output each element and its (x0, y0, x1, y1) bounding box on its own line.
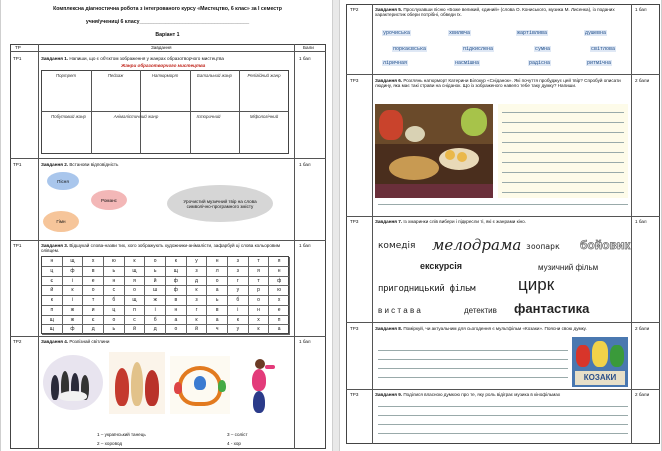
task9-text: Завдання 9. Поділися власною думкою про те, яку роль відіграє музика в кінофільмах (375, 392, 561, 397)
word-excursion[interactable]: екскурсія (420, 261, 463, 271)
letter-cell[interactable]: н (207, 257, 228, 267)
task1-points: 1 бал (299, 56, 311, 61)
task4-points: 1 бал (299, 339, 311, 344)
letter-cell[interactable]: к (125, 257, 146, 267)
task3-points: 1 бал (299, 243, 311, 248)
letter-cell[interactable]: о (145, 257, 166, 267)
characteristic-word[interactable]: хвилюча (449, 30, 471, 36)
letter-cell[interactable]: щ (63, 257, 84, 267)
photo-round-dance (170, 356, 230, 414)
genre-religious: Релігійний жанр (247, 73, 281, 78)
characteristic-word[interactable]: насмішна (455, 60, 480, 66)
answer-line[interactable] (502, 122, 624, 123)
letter-cell[interactable]: щ (125, 267, 146, 277)
document-title: Комплексна діагностична робота з інтегрованого курсу «Мистецтво, 6 клас» за І семестр (53, 6, 282, 12)
letter-cell[interactable]: к (187, 286, 208, 296)
task7-points: 1 бал (635, 219, 647, 224)
letter-cell[interactable]: с (104, 286, 125, 296)
letter-cell[interactable]: г (228, 277, 249, 287)
col-points-header: Бали (303, 45, 314, 50)
task6-text: Завдання 6. Розглянь натюрморт Катерини Білокур «Сніданок». Які почуття пробуджує цей твір? Спробуй описати людину, яка має такі страви на сніданок. Що із зображеного навело тебе таку думку? Напиши. (375, 78, 621, 89)
characteristic-word[interactable]: жартівлива (517, 30, 548, 36)
answer-line[interactable] (502, 182, 624, 183)
letter-cell[interactable]: к (249, 325, 270, 335)
answer-line[interactable] (378, 359, 568, 360)
letter-cell[interactable]: в (166, 296, 187, 306)
task2-num: ТР1 (13, 162, 22, 167)
letter-cell[interactable]: ф (166, 277, 187, 287)
letter-cell[interactable]: н (166, 306, 187, 316)
letter-cell[interactable]: з (228, 257, 249, 267)
genre-portrait: Портрет (55, 73, 77, 78)
task1-subtitle: Жанри образотворчого мистецтва (121, 63, 206, 68)
task1-text: Завдання 1. Напиши, що є об'єктом зображення у жанрах образотворчого мистецтва (41, 56, 224, 61)
letter-cell[interactable]: у (228, 286, 249, 296)
letter-cell[interactable]: ш (145, 286, 166, 296)
word-circus[interactable]: цирк (518, 275, 555, 294)
letter-cell[interactable]: ж (145, 296, 166, 306)
cloud-definition: Урочистий музичний твір на слова символічно-програмного змісту (167, 185, 273, 222)
word-detective[interactable]: детектив (464, 306, 497, 315)
letter-cell[interactable]: й (42, 286, 63, 296)
letter-cell[interactable]: ф (269, 277, 290, 287)
task5-points: 1 бал (635, 7, 647, 12)
letter-cell[interactable]: о (166, 325, 187, 335)
letter-cell[interactable]: к (187, 316, 208, 326)
letter-cell[interactable]: о (249, 296, 270, 306)
characteristic-word[interactable]: поркаєвська (393, 46, 427, 52)
genres-table (41, 70, 289, 154)
col-num-header: ТР (15, 45, 21, 50)
letter-cell[interactable]: є (83, 316, 104, 326)
letter-cell[interactable]: д (187, 277, 208, 287)
letter-cell[interactable]: я (249, 267, 270, 277)
task2-text: Завдання 2. Встанови відповідність (41, 162, 119, 167)
letter-cell[interactable]: л (207, 267, 228, 277)
answer-line[interactable] (502, 142, 624, 143)
task9-points: 2 бали (635, 392, 650, 397)
letter-cell[interactable]: ц (104, 306, 125, 316)
letter-cell[interactable]: і (228, 306, 249, 316)
answer-line[interactable] (378, 350, 568, 351)
task4-text: Завдання 4. Розпізнай світлини (41, 339, 110, 344)
task2-points: 1 бал (299, 162, 311, 167)
word-zoo[interactable]: зоопарк (526, 242, 560, 251)
letter-cell[interactable]: ф (166, 286, 187, 296)
genre-mythological: Міфологічний (249, 114, 279, 119)
answer-line[interactable] (378, 377, 568, 378)
characteristic-word[interactable]: підкислена (463, 46, 494, 52)
characteristic-word[interactable]: радісна (529, 60, 551, 66)
genre-household: Побутовий жанр (51, 114, 86, 119)
letter-cell[interactable]: й (145, 277, 166, 287)
letter-cell[interactable]: ж (63, 316, 84, 326)
task5-num: ТР2 (350, 7, 359, 12)
letter-cell[interactable]: у (228, 325, 249, 335)
letter-cell[interactable]: щ (42, 325, 63, 335)
answer-line[interactable] (378, 415, 628, 416)
letter-cell[interactable]: д (145, 325, 166, 335)
answer-line[interactable] (502, 152, 624, 153)
characteristic-word[interactable]: урочиська (383, 30, 411, 36)
letter-cell[interactable]: г (187, 306, 208, 316)
letter-cell[interactable]: о (207, 277, 228, 287)
letter-cell[interactable]: о (125, 286, 146, 296)
cloud-anthem: Гімн (43, 211, 79, 232)
letter-cell[interactable]: а (207, 316, 228, 326)
word-performance[interactable]: в и с т а в а (378, 306, 421, 315)
task8-num: ТР3 (350, 326, 359, 331)
letter-cell[interactable]: б (145, 316, 166, 326)
answer-line[interactable] (502, 132, 624, 133)
variant-label: Варіант 1 (155, 32, 180, 38)
kozaky-logo: КОЗАКИ (575, 371, 625, 385)
photo-choir (43, 355, 103, 410)
task6-points: 2 бали (635, 78, 650, 83)
letter-cell[interactable]: х (249, 316, 270, 326)
answer-line[interactable] (378, 406, 628, 407)
answer-line[interactable] (378, 368, 568, 369)
answer-line[interactable] (502, 172, 624, 173)
legend-choir: 4 - хор (227, 441, 241, 446)
letter-cell[interactable]: і (63, 296, 84, 306)
task1-num: ТР1 (13, 56, 22, 61)
letter-cell[interactable]: я (125, 277, 146, 287)
task7-text: Завдання 7. Із хмаринки слів вибери і підкресли ті, які є жанрами кіно. (375, 219, 526, 224)
task9-num: ТР3 (350, 392, 359, 397)
answer-line[interactable] (378, 433, 628, 434)
task8-points: 2 бали (635, 326, 650, 331)
letter-cell[interactable]: щ (42, 316, 63, 326)
letter-cell[interactable]: ф (63, 267, 84, 277)
letter-cell[interactable]: і (145, 306, 166, 316)
letter-cell[interactable]: к (42, 296, 63, 306)
letter-cell[interactable]: к (228, 316, 249, 326)
letter-cell[interactable]: у (187, 257, 208, 267)
letter-cell[interactable]: ь (104, 267, 125, 277)
task4-num: ТР2 (13, 339, 22, 344)
letter-cell[interactable]: н (249, 306, 270, 316)
letter-cell[interactable]: т (249, 257, 270, 267)
letter-cell[interactable]: ь (145, 267, 166, 277)
answer-line[interactable] (378, 204, 628, 205)
letter-cell[interactable]: д (83, 325, 104, 335)
task3-num: ТР1 (13, 243, 22, 248)
letter-cell[interactable]: б (104, 296, 125, 306)
letter-cell[interactable]: і (63, 277, 84, 287)
letter-cell[interactable]: т (249, 277, 270, 287)
painting-breakfast (375, 104, 493, 198)
letter-cell[interactable]: й (187, 325, 208, 335)
letter-cell[interactable]: з (187, 267, 208, 277)
answer-line[interactable] (502, 192, 624, 193)
task6-num: ТР3 (350, 78, 359, 83)
characteristic-word[interactable]: ритмічна (587, 60, 612, 66)
letter-cell[interactable]: р (249, 286, 270, 296)
legend-round-dance: 2 – хоровод (97, 441, 123, 446)
characteristic-word[interactable]: ліричная (383, 60, 408, 66)
letter-cell[interactable]: а (207, 286, 228, 296)
letter-cell[interactable]: ц (42, 267, 63, 277)
letter-cell[interactable]: ю (269, 286, 290, 296)
letter-cell[interactable]: ю (104, 257, 125, 267)
photo-soloist (241, 355, 279, 415)
task8-text: Завдання 8. Поміркуй, чи актуальним для сьогодення є мультфільм «Козаки». Поясни свою думку. (375, 326, 587, 331)
word-fantasy[interactable]: фантастика (514, 301, 590, 316)
cloud-song: Пісня (47, 172, 79, 190)
characteristic-word[interactable]: душевна (585, 30, 607, 36)
answer-line[interactable] (502, 162, 624, 163)
letter-cell[interactable]: я (269, 257, 290, 267)
genre-historical: Історичний (196, 114, 221, 119)
letter-grid (41, 256, 289, 334)
answer-line[interactable] (502, 112, 624, 113)
letter-cell[interactable]: к (166, 257, 187, 267)
kozaky-image (572, 337, 628, 387)
letter-cell[interactable]: п (42, 306, 63, 316)
cloud-romance: Романс (91, 190, 127, 210)
word-musical-film[interactable]: музичний фільм (538, 263, 599, 272)
word-adventure-film[interactable]: пригодницький фільм (378, 284, 476, 294)
letter-cell[interactable]: ь (104, 325, 125, 335)
letter-cell[interactable]: є (42, 277, 63, 287)
letter-cell[interactable]: о (83, 286, 104, 296)
genre-landscape: Пейзаж (107, 73, 124, 78)
student-line: учня/учениці 6 класу______________________________________ (85, 19, 250, 25)
letter-cell[interactable]: в (207, 306, 228, 316)
letter-cell[interactable]: е (269, 306, 290, 316)
task5-text: Завдання 5. Прослухавши пісню «Боже великий, єдиний» (слова О. Кониського, музика М. Лисенка), із поданих характеристик обери потрібні, обведи їх. (375, 7, 615, 18)
letter-cell[interactable]: х (269, 296, 290, 306)
letter-cell[interactable]: н (269, 267, 290, 277)
letter-cell[interactable]: н (104, 277, 125, 287)
letter-cell[interactable]: ф (63, 325, 84, 335)
letter-cell[interactable]: й (125, 325, 146, 335)
letter-cell[interactable]: з (228, 267, 249, 277)
letter-cell[interactable]: ь (207, 296, 228, 306)
right-page (339, 0, 662, 451)
letter-cell[interactable]: щ (166, 267, 187, 277)
photo-ukrainian-dance (109, 352, 165, 414)
letter-cell[interactable]: щ (125, 296, 146, 306)
answer-line[interactable] (378, 424, 628, 425)
letter-cell[interactable]: к (63, 286, 84, 296)
letter-cell[interactable]: и (83, 306, 104, 316)
task3-text: Завдання 3. Відшукай слова-назви тих, хого зображують художники-анімалісти, зафарбуй ці слова кольоровим олівцем. (41, 243, 281, 254)
letter-cell[interactable]: т (83, 296, 104, 306)
characteristic-word[interactable]: сумна (535, 46, 551, 52)
letter-cell[interactable]: ж (63, 306, 84, 316)
letter-cell[interactable]: е (83, 277, 104, 287)
letter-cell[interactable]: н (42, 257, 63, 267)
word-comedy[interactable]: комедія (378, 241, 416, 251)
letter-cell[interactable]: х (83, 257, 104, 267)
letter-cell[interactable]: с (125, 316, 146, 326)
legend-soloist: 3 – соліст (227, 432, 248, 437)
letter-cell[interactable]: б (228, 296, 249, 306)
letter-cell[interactable]: п (269, 316, 290, 326)
characteristic-word[interactable]: світлова (591, 46, 616, 52)
letter-cell[interactable]: о (104, 316, 125, 326)
letter-cell[interactable]: п (125, 306, 146, 316)
answer-area-task6[interactable] (498, 104, 628, 198)
task7-num: ТР3 (350, 219, 359, 224)
genre-still-life: Натюрморт (151, 73, 179, 78)
col-task-header: Завдання (151, 45, 172, 50)
letter-cell[interactable]: в (83, 267, 104, 277)
word-action[interactable]: бойовик (580, 238, 631, 252)
genre-animal: Анімалістичний жанр (113, 114, 159, 119)
legend-ukr-dance: 1 – український танець (97, 432, 146, 437)
word-melodrama[interactable]: мелодрама (432, 236, 522, 254)
letter-cell[interactable]: ч (207, 325, 228, 335)
letter-cell[interactable]: з (187, 296, 208, 306)
letter-cell[interactable]: а (166, 316, 187, 326)
letter-cell[interactable]: а (269, 325, 290, 335)
genre-battle: Батальний жанр (197, 73, 232, 78)
